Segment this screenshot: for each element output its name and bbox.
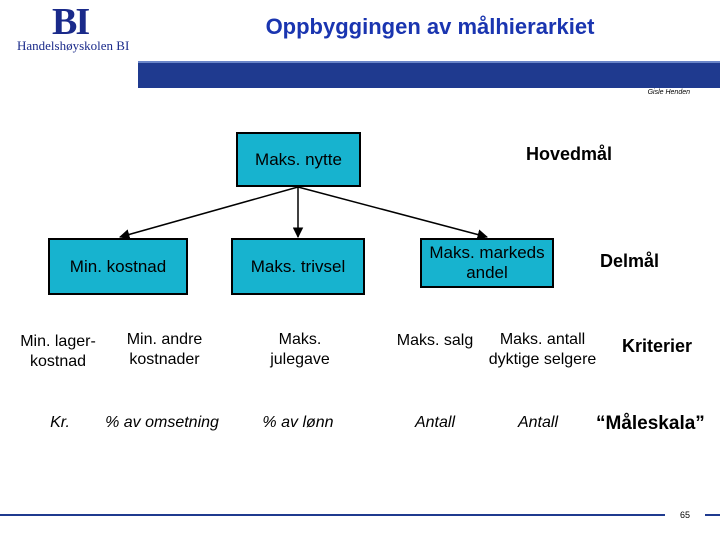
level-label-scale: “Måleskala” [596, 413, 705, 434]
scale-antall-selgere: Antall [517, 414, 559, 431]
criterion-maks-julegave-label: Maks. julegave [270, 331, 330, 368]
scale-antall-salg: Antall [414, 414, 456, 431]
level-label-main: Hovedmål [526, 144, 613, 164]
criterion-maks-antall-dyktige-selgere [480, 330, 605, 370]
edge-root-to-maks-markedsandel [298, 187, 487, 237]
criterion-maks-salg [390, 331, 480, 351]
node-maks-markedsandel-label: Maks. markeds andel [429, 243, 545, 282]
criterion-maks-antall-dyktige-selgere-label: Maks. antall dyktige selgere [488, 331, 597, 368]
criterion-min-lagerkostnad [8, 332, 108, 372]
scale-prosent-av-lonn: % av lønn [262, 414, 334, 431]
criterion-maks-salg-label: Maks. salg [396, 332, 474, 349]
bi-logo-mark: BI [52, 1, 89, 43]
author-name: Gisle Henden [647, 89, 690, 96]
page-number: 65 [665, 505, 705, 525]
node-min-kostnad [48, 238, 188, 295]
level-label-criteria: Kriterier [622, 336, 693, 356]
criterion-maks-julegave [258, 330, 342, 370]
node-maks-trivsel [231, 238, 365, 295]
criterion-min-andre-kostnader-label: Min. andre kostnader [126, 331, 203, 368]
footer-line [0, 514, 720, 516]
node-maks-markedsandel [420, 238, 554, 288]
slide-title: Oppbyggingen av målhierarkiet [265, 14, 595, 39]
level-label-sub: Delmål [600, 251, 660, 271]
scale-kr: Kr. [50, 414, 70, 431]
node-maks-nytte [236, 132, 361, 187]
criterion-min-andre-kostnader [112, 330, 217, 370]
edge-root-to-min-kostnad [120, 187, 298, 237]
node-min-kostnad-label: Min. kostnad [69, 256, 167, 276]
scale-prosent-av-omsetning: % av omsetning [105, 414, 219, 431]
node-maks-trivsel-label: Maks. trivsel [250, 256, 346, 276]
criterion-min-lagerkostnad-label: Min. lager-kostnad [20, 333, 96, 370]
bi-logo-text: Handelshøyskolen BI [17, 38, 130, 53]
node-maks-nytte-label: Maks. nytte [255, 149, 342, 169]
